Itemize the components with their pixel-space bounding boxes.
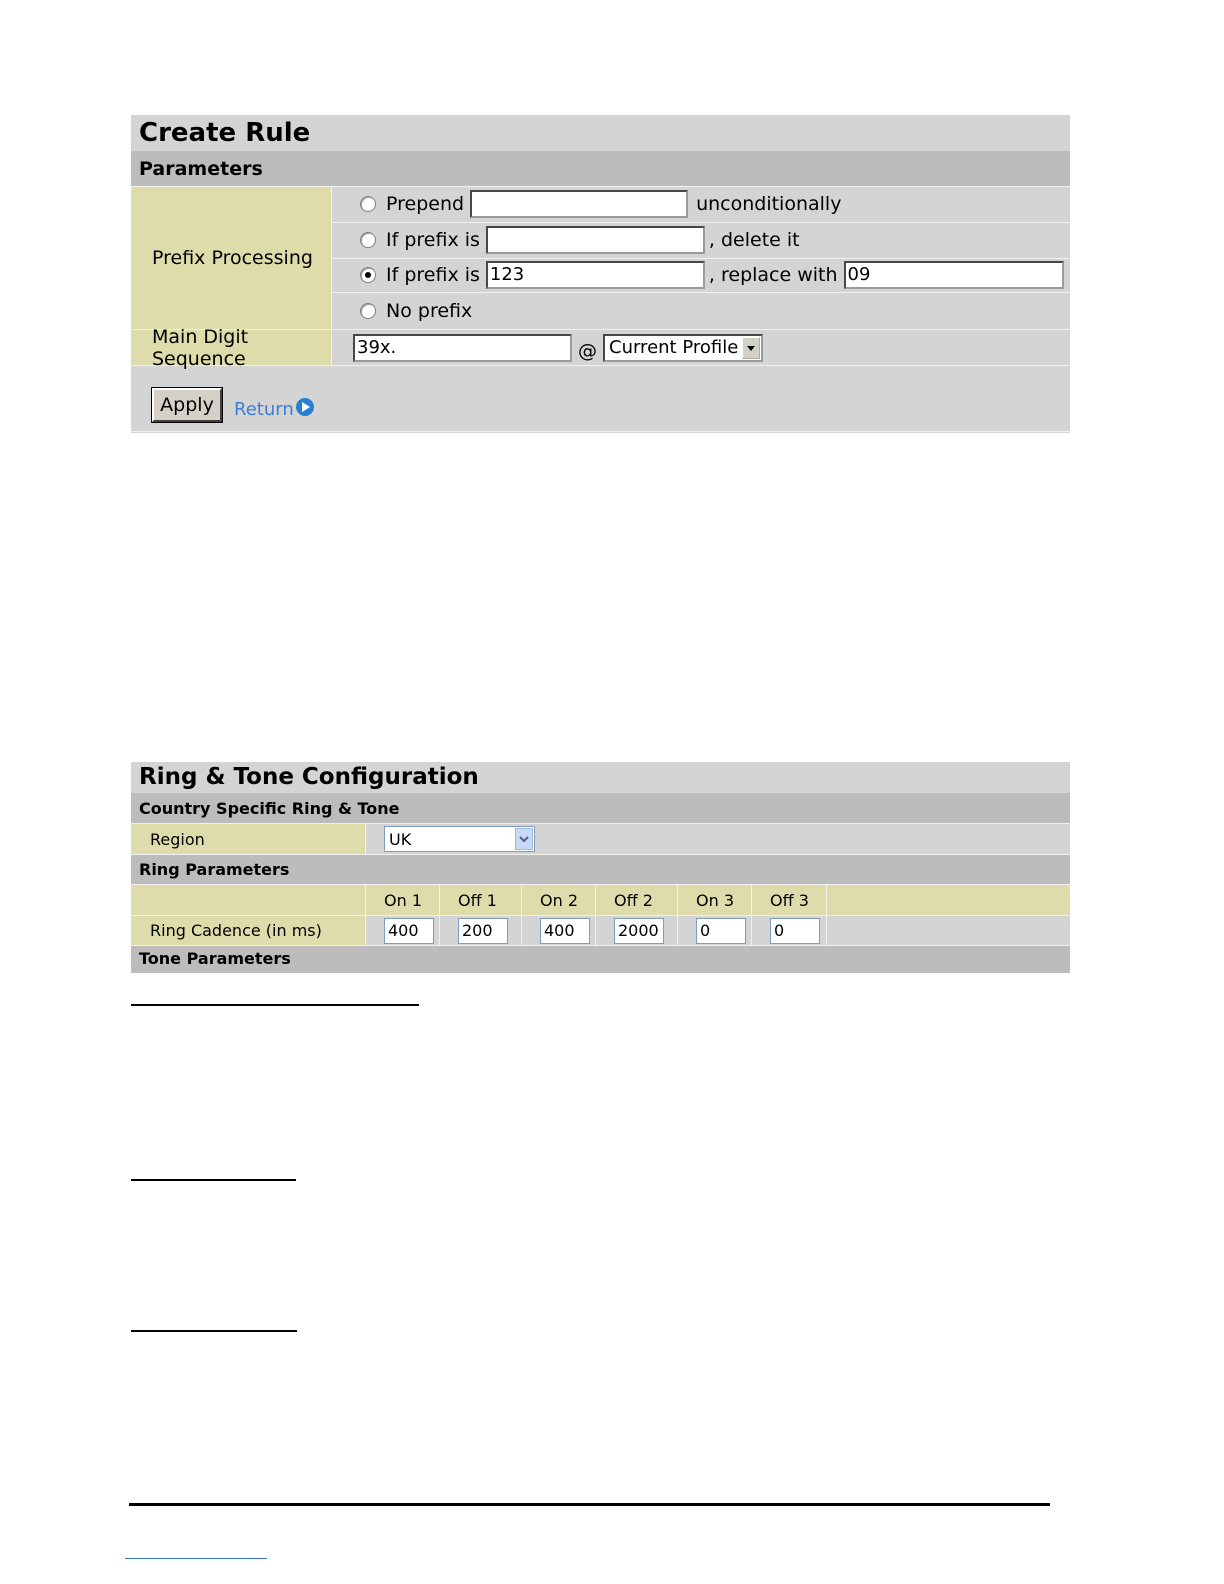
action-bar xyxy=(131,366,1070,432)
no-prefix-radio[interactable] xyxy=(360,303,376,319)
cadence-off1-input[interactable]: 200 xyxy=(458,918,508,944)
region-row xyxy=(131,824,1070,855)
heading-underline-2 xyxy=(131,1179,296,1181)
cadence-on2-input[interactable]: 400 xyxy=(540,918,590,944)
header-off2: Off 2 xyxy=(596,885,678,915)
profile-select[interactable] xyxy=(603,334,763,362)
delete-prefix-row xyxy=(332,223,1070,259)
header-off3: Off 3 xyxy=(752,885,827,915)
tone-parameters-section-header: Tone Parameters xyxy=(131,946,1070,973)
profile-select-value: Current Profile xyxy=(609,337,739,358)
ring-tone-title: Ring & Tone Configuration xyxy=(131,762,1070,794)
header-on3: On 3 xyxy=(678,885,752,915)
delete-prefix-input[interactable] xyxy=(486,226,705,254)
replace-with-input[interactable]: 09 xyxy=(844,261,1064,289)
cadence-off3-input[interactable]: 0 xyxy=(770,918,820,944)
cadence-header-blank xyxy=(131,885,366,915)
cadence-on3-input[interactable]: 0 xyxy=(696,918,746,944)
cadence-header-row xyxy=(131,885,1070,916)
replace-prefix-label: If prefix is xyxy=(386,264,480,287)
cadence-label xyxy=(131,916,366,945)
unconditionally-label: unconditionally xyxy=(696,193,842,216)
region-select[interactable] xyxy=(384,826,535,852)
replace-prefix-input[interactable]: 123 xyxy=(486,261,705,289)
region-select-value: UK xyxy=(389,829,412,849)
cadence-cell-off2 xyxy=(596,916,678,945)
no-prefix-row xyxy=(332,293,1070,329)
main-digit-input[interactable]: 39x. xyxy=(353,334,572,362)
no-prefix-label: No prefix xyxy=(386,300,473,323)
main-digit-row xyxy=(332,330,1070,365)
delete-prefix-radio[interactable] xyxy=(360,232,376,248)
apply-button[interactable]: Apply xyxy=(152,388,222,422)
return-arrow-icon xyxy=(295,397,315,417)
header-on2: On 2 xyxy=(522,885,596,915)
cadence-cell-on1 xyxy=(366,916,440,945)
prefix-processing-label-text: Prefix Processing xyxy=(152,247,313,269)
ring-tone-panel xyxy=(131,762,1070,973)
prepend-label: Prepend xyxy=(386,193,465,216)
heading-underline-1 xyxy=(131,1004,419,1006)
prepend-row xyxy=(332,187,1070,223)
cadence-cell-on2 xyxy=(522,916,596,945)
dropdown-arrow-icon[interactable] xyxy=(742,337,760,359)
create-rule-title: Create Rule xyxy=(131,115,1070,152)
ring-parameters-section-header: Ring Parameters xyxy=(131,855,1070,885)
delete-it-label: , delete it xyxy=(708,229,800,252)
region-label xyxy=(131,824,366,854)
replace-prefix-row xyxy=(332,259,1070,294)
country-section-header: Country Specific Ring & Tone xyxy=(131,794,1070,824)
return-link[interactable] xyxy=(234,399,315,420)
prepend-radio[interactable] xyxy=(360,196,376,212)
prefix-processing-label xyxy=(131,187,332,329)
cadence-values-row xyxy=(131,916,1070,946)
cadence-cell-off3 xyxy=(752,916,827,945)
header-off1: Off 1 xyxy=(440,885,522,915)
prepend-input[interactable] xyxy=(470,190,688,218)
chevron-down-icon[interactable] xyxy=(515,828,533,850)
at-sign: @ xyxy=(578,339,597,362)
main-digit-sequence-label xyxy=(131,325,332,370)
cadence-off2-input[interactable]: 2000 xyxy=(614,918,664,944)
return-link-label: Return xyxy=(234,399,294,420)
create-rule-panel xyxy=(131,115,1070,433)
replace-with-label: , replace with xyxy=(708,264,838,287)
cadence-label-text: Ring Cadence (in ms) xyxy=(150,921,322,940)
main-digit-sequence-label-text: Main Digit Sequence xyxy=(152,325,249,370)
header-on1: On 1 xyxy=(366,885,440,915)
cadence-on1-input[interactable]: 400 xyxy=(384,918,434,944)
region-label-text: Region xyxy=(150,829,205,849)
cadence-cell-off1 xyxy=(440,916,522,945)
delete-prefix-label: If prefix is xyxy=(386,229,480,252)
cadence-cell-on3 xyxy=(678,916,752,945)
footer-link-underline xyxy=(125,1558,267,1559)
heading-underline-3 xyxy=(131,1330,297,1332)
parameters-section-header: Parameters xyxy=(131,152,1070,187)
footer-rule xyxy=(129,1503,1050,1506)
replace-prefix-radio[interactable] xyxy=(360,267,376,283)
